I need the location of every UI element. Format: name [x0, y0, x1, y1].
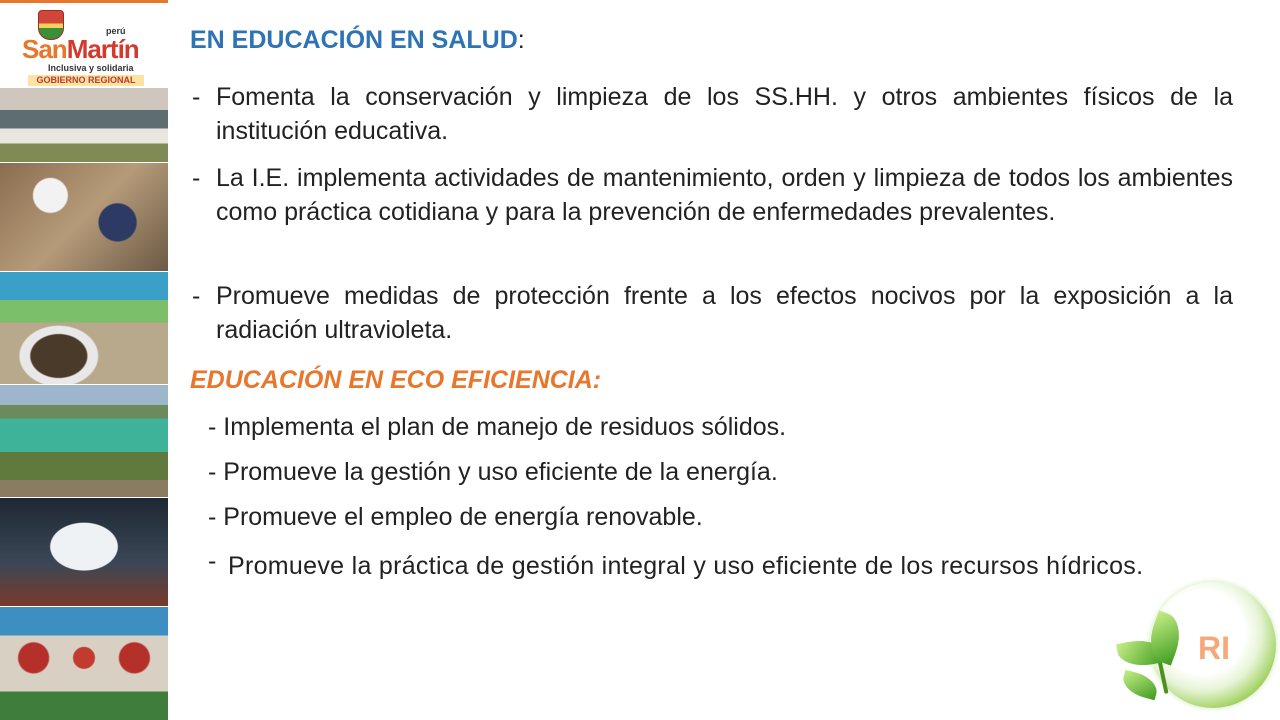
bullet-dash: -	[208, 547, 217, 575]
logo-tagline: Inclusiva y solidaria	[48, 63, 134, 73]
health-item-2-text: La I.E. implementa actividades de mantenimiento, orden y limpieza de todos los ambientes como práctica cotidiana y para la prevención de enfermedades prevalentes.	[216, 164, 1233, 226]
gobierno-regional-logo	[0, 6, 168, 86]
photo-greenhouse	[0, 385, 168, 497]
photo-recycling-bins	[0, 498, 168, 606]
eco-item-1: - Implementa el plan de manejo de residuos sólidos.	[208, 413, 787, 441]
bullet-dash: -	[192, 83, 201, 111]
logo-name	[22, 34, 139, 65]
photo-sidebar	[0, 0, 168, 720]
photo-students-working	[0, 163, 168, 271]
health-item-3-text: Promueve medidas de protección frente a los efectos nocivos por la exposición a la radiación ultravioleta.	[216, 282, 1233, 344]
accent-bar	[0, 0, 168, 3]
bullet-dash: -	[192, 164, 201, 192]
logo-name-part2: Martín	[66, 34, 139, 64]
health-item-1-text: Fomenta la conservación y limpieza de los SS.HH. y otros ambientes físicos de la institución educativa.	[216, 83, 1233, 145]
logo-name-part1: San	[22, 34, 67, 64]
logo-org: GOBIERNO REGIONAL	[28, 75, 144, 86]
heading-colon: :	[517, 26, 525, 54]
health-item-2	[192, 161, 1233, 229]
bullet-dash: -	[192, 282, 201, 310]
health-education-title: EN EDUCACIÓN EN SALUD	[190, 26, 518, 54]
eco-item-4-text: Promueve la práctica de gestión integral y uso eficiente de los recursos hídricos.	[228, 552, 1144, 580]
logo-country: perú	[106, 26, 126, 36]
health-education-heading	[190, 26, 525, 55]
eco-item-4	[208, 544, 1233, 588]
eco-efficiency-heading: EDUCACIÓN EN ECO EFICIENCIA:	[190, 366, 602, 394]
leaf-icon	[1120, 670, 1160, 701]
health-item-1	[192, 80, 1233, 148]
health-item-3	[192, 279, 1233, 347]
photo-compost-jars	[0, 607, 168, 720]
photo-group-banner	[0, 88, 168, 162]
eco-item-2: - Promueve la gestión y uso eficiente de la energía.	[208, 458, 778, 486]
photo-garden-bed	[0, 272, 168, 384]
ri-badge-label: RI	[1198, 630, 1230, 666]
eco-item-3: - Promueve el empleo de energía renovable.	[208, 503, 703, 531]
